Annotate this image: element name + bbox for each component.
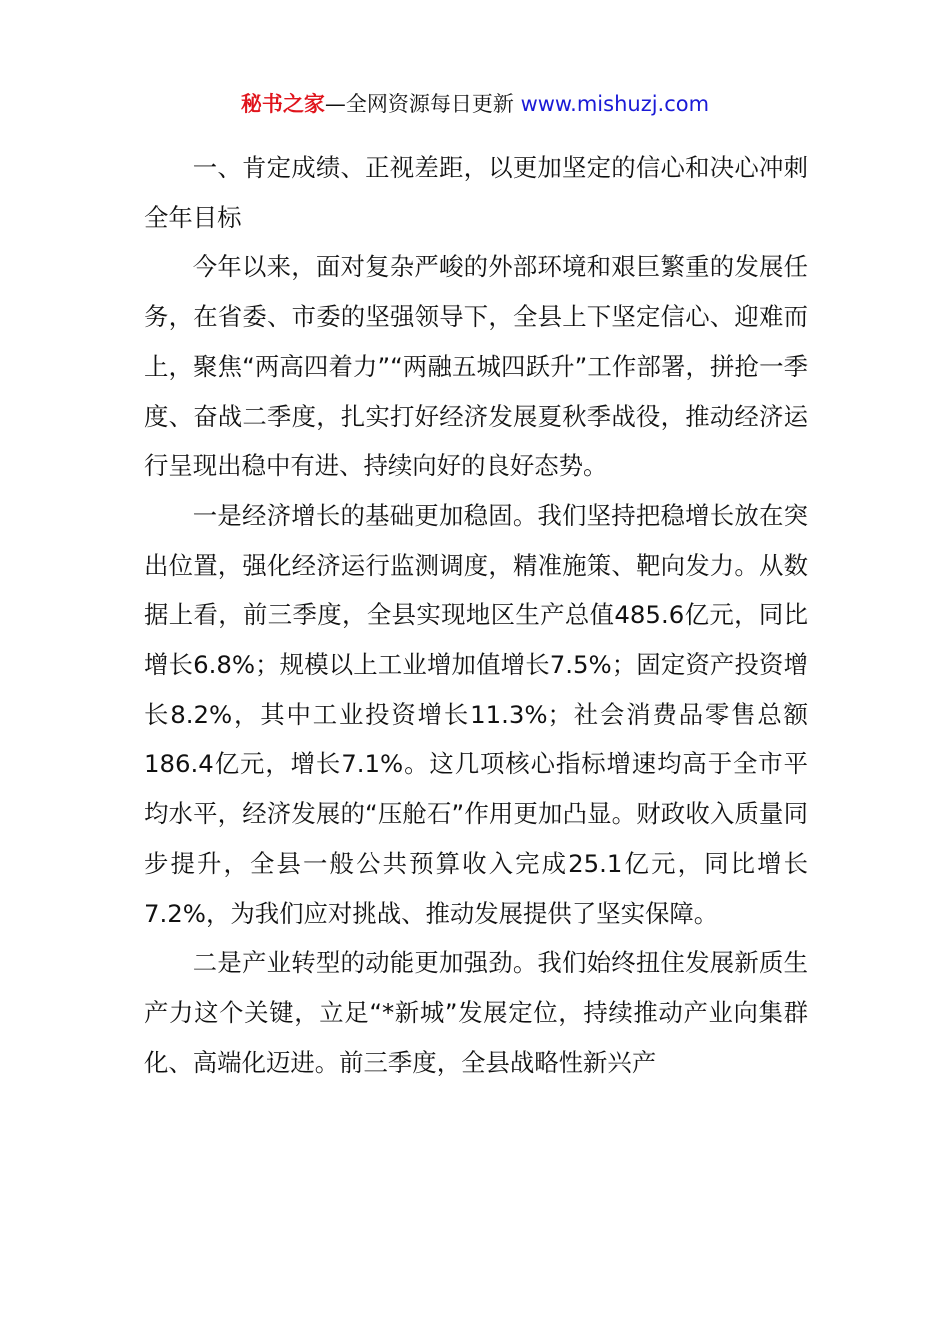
header-url-link[interactable]: www.mishuzj.com (520, 92, 710, 116)
paragraph: 一是经济增长的基础更加稳固。我们坚持把稳增长放在突出位置，强化经济运行监测调度，精准施策、靶向发力。从数据上看，前三季度，全县实现地区生产总值485.6亿元，同比增长6.8%；规模以上工业增加值增长7.5%；固定资产投资增长8.2%，其中工业投资增长11.3%；社会消费品零售总额186.4亿元，增长7.1%。这几项核心指标增速均高于全市平均水平，经济发展的“压舱石”作用更加凸显。财政收入质量同步提升，全县一般公共预算收入完成25.1亿元，同比增长7.2%，为我们应对挑战、推动发展提供了坚实保障。 (144, 500, 808, 928)
header-tagline: —全网资源每日更新 (324, 92, 521, 116)
paragraph: 二是产业转型的动能更加强劲。我们始终扭住发展新质生产力这个关键，立足“*新城”发展定位，持续推动产业向集群化、高端化迈进。前三季度，全县战略性新兴产 (144, 948, 808, 1077)
section-heading: 一、肯定成绩、正视差距，以更加坚定的信心和决心冲刺全年目标 (144, 153, 808, 232)
paragraph: 今年以来，面对复杂严峻的外部环境和艰巨繁重的发展任务，在省委、市委的坚强领导下，全县上下坚定信心、迎难而上，聚焦“两高四着力”“两融五城四跃升”工作部署，拼抢一季度、奋战二季度，扎实打好经济发展夏秋季战役，推动经济运行呈现出稳中有进、持续向好的良好态势。 (144, 252, 808, 481)
document-body (144, 143, 808, 1087)
page-header (0, 88, 950, 120)
header-brand: 秘书之家 (240, 92, 325, 116)
